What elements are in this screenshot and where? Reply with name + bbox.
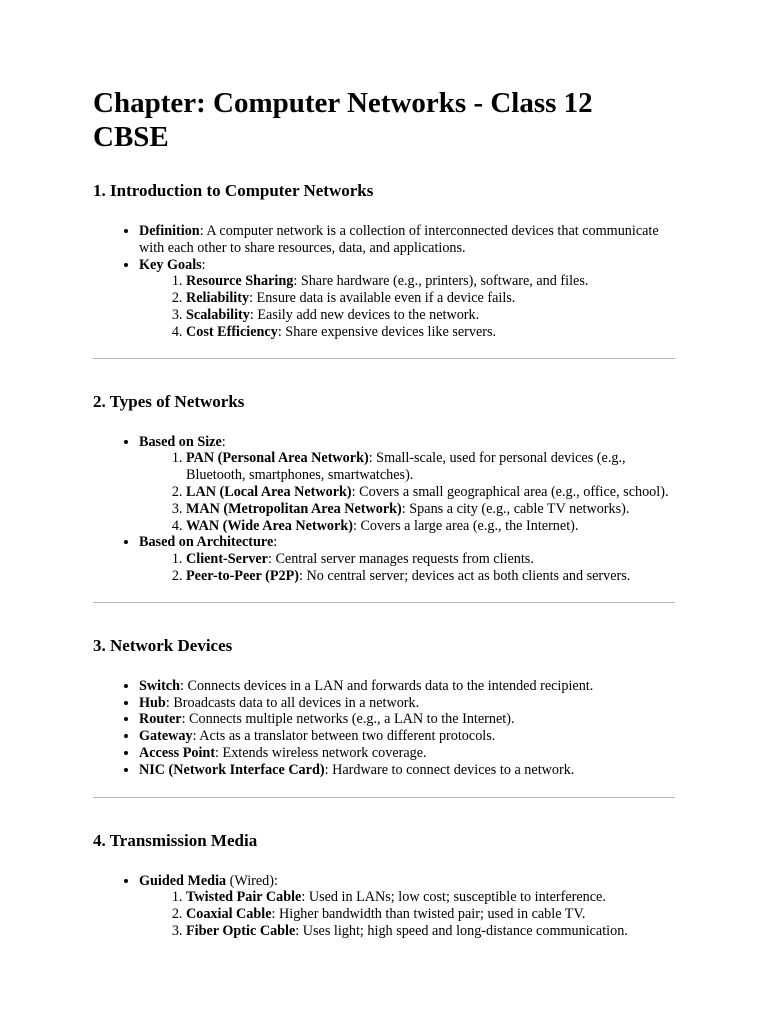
bullet-list [93,223,675,341]
description: : Higher bandwidth than twisted pair; used in cable TV. [271,906,586,923]
list-item [139,873,675,940]
description: : Uses light; high speed and long-distance communication. [295,922,628,939]
section-heading: 1. Introduction to Computer Networks [93,181,374,200]
term: Client-Server [186,551,268,568]
list-item [139,434,675,535]
description: : Used in LANs; low cost; susceptible to interference. [301,889,606,906]
section-heading: 3. Network Devices [93,635,233,655]
description: : Extends wireless network coverage. [215,744,427,761]
term: Fiber Optic Cable [186,922,296,939]
term: WAN (Wide Area Network) [186,517,353,534]
list-item [186,484,675,501]
term: NIC (Network Interface Card) [139,761,325,778]
description: : Acts as a translator between two different protocols. [192,728,496,745]
section-heading: 4. Transmission Media [93,830,258,850]
list-item [186,324,675,341]
numbered-list [139,889,675,939]
numbered-list [139,273,675,340]
section-transmission-media [93,831,675,940]
description: : Share expensive devices like servers. [277,323,497,340]
list-item [139,223,675,257]
section-divider [93,797,675,798]
term: Switch [139,677,180,694]
list-item [139,695,675,712]
description: : A computer network is a collection of interconnected devices that communicate with each other to share resources, data, and applications. [139,223,659,256]
description: : Broadcasts data to all devices in a network. [165,694,420,711]
list-item [139,534,675,584]
term: Key Goals [139,256,202,273]
list-item [186,518,675,535]
numbered-list [139,551,675,585]
list-item [186,551,675,568]
description: : Hardware to connect devices to a network. [324,761,575,778]
list-item [186,501,675,518]
term: Reliability [186,290,250,307]
list-item [139,762,675,779]
list-item [139,678,675,695]
list-item [186,450,675,484]
list-item [139,745,675,762]
term: Twisted Pair Cable [186,889,302,906]
term: Router [139,711,182,728]
bullet-list [93,434,675,585]
section-divider [93,358,675,359]
list-item [186,923,675,940]
term: Coaxial Cable [186,906,272,923]
section-heading: 2. Types of Networks [93,391,245,411]
bullet-list [93,678,675,779]
list-item [139,711,675,728]
page-title: Chapter: Computer Networks - Class 12 CBSE [93,87,593,153]
description: : Ensure data is available even if a device fails. [249,290,516,307]
section-divider [93,602,675,603]
term: Resource Sharing [186,273,294,290]
list-item [186,307,675,324]
description: : Central server manages requests from clients. [267,551,534,568]
description: : [273,534,278,551]
term: Guided Media [139,872,227,889]
section-types-of-networks [93,392,675,585]
description: (Wired): [226,872,278,889]
term: PAN (Personal Area Network) [186,450,369,467]
description: : Share hardware (e.g., printers), software, and files. [293,273,589,290]
section-network-devices [93,636,675,779]
description: : Connects multiple networks (e.g., a LAN to the Internet). [181,711,515,728]
term: MAN (Metropolitan Area Network) [186,500,402,517]
description: : [221,433,226,450]
list-item [186,273,675,290]
term: Definition [139,223,200,239]
list-item [139,728,675,745]
term: Scalability [186,306,250,323]
description: : Easily add new devices to the network. [249,306,480,323]
description: : Spans a city (e.g., cable TV networks). [401,500,630,517]
term: Cost Efficiency [186,323,278,340]
document-page [93,86,675,940]
term: Peer-to-Peer (P2P) [186,567,300,584]
term: Based on Size [139,433,222,450]
description: : Covers a large area (e.g., the Internet). [352,517,579,534]
list-item [186,906,675,923]
description: : No central server; devices act as both clients and servers. [299,567,631,584]
section-introduction [93,181,675,341]
term: Hub [139,694,166,711]
description: : [201,256,206,273]
term: LAN (Local Area Network) [186,483,352,500]
description: : Covers a small geographical area (e.g., office, school). [351,483,669,500]
term: Access Point [139,744,216,761]
bullet-list [93,873,675,940]
term: Based on Architecture [139,534,274,551]
list-item [186,889,675,906]
term: Gateway [139,728,193,745]
list-item [139,257,675,341]
description: : Small-scale, used for personal devices (e.g., Bluetooth, smartphones, smartwatches). [186,450,626,484]
list-item [186,568,675,585]
list-item [186,290,675,307]
description: : Connects devices in a LAN and forwards data to the intended recipient. [180,677,594,694]
numbered-list [139,450,675,534]
